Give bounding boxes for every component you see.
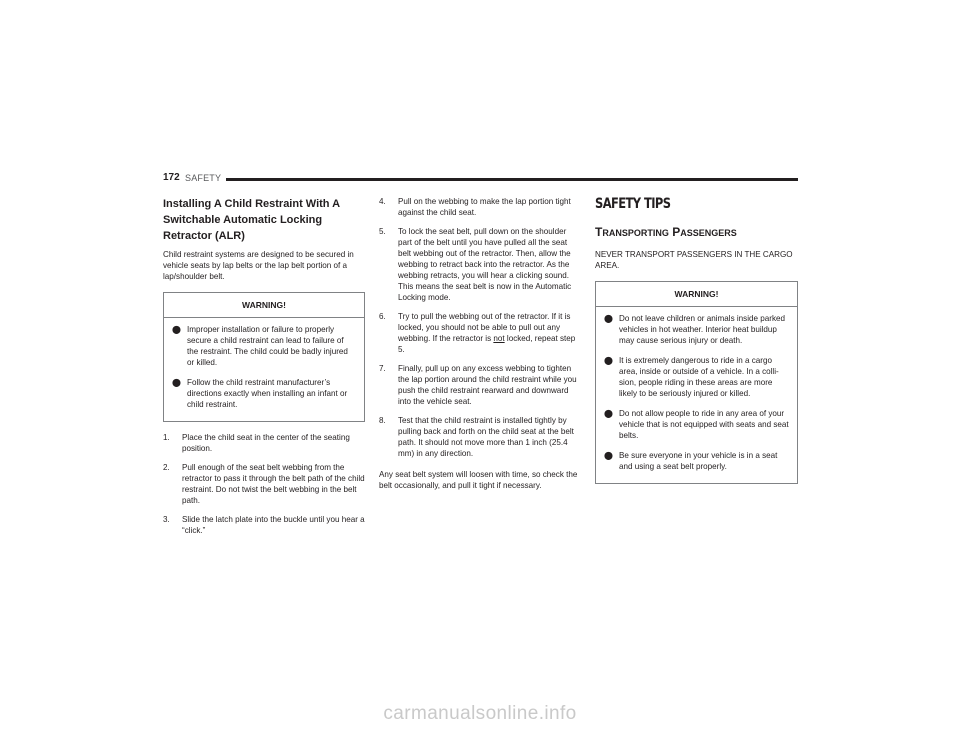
bullet-icon: ⬤: [172, 378, 181, 387]
header-rule: [226, 178, 798, 181]
page-number: 172: [163, 172, 180, 183]
bullet-icon: ⬤: [604, 451, 613, 460]
alr-intro: Child restraint systems are designed to be secured in vehicle seats by lap belts or the lap belt portion of a lap/shoulder belt.: [163, 250, 354, 281]
step-item: 7. Finally, pull up on any excess webbing to tighten the lap portion around the child restraint while you push the child restraint rearward and downward into the vehicle seat.: [379, 364, 577, 406]
left-column: [163, 196, 365, 546]
bullet-icon: ⬤: [604, 409, 613, 418]
warning-title: WARNING!: [596, 282, 797, 307]
transporting-passengers-heading: TRANSPORTING PASSENGERS: [595, 225, 737, 239]
warning-list: [596, 307, 797, 483]
closing-note: Any seat belt system will loosen with time, so check the belt occasionally, and pull it tight if necessary.: [379, 470, 578, 490]
step-item: 8. Test that the child restraint is installed tightly by pulling back and forth on the child seat at the belt path. It should not move more than 1 inch (25.4 mm) in any direction.: [379, 416, 574, 458]
cargo-notice: NEVER TRANSPORT PASSENGERS IN THE CARGO AREA.: [595, 250, 793, 270]
warning-item: ⬤ Do not allow people to ride in any area of your vehicle that is not equipped with seats and seat belts.: [604, 409, 789, 440]
alr-heading: Installing A Child Restraint With A Switchable Automatic Locking Retractor (ALR): [163, 198, 340, 242]
steps-list-2: [379, 196, 581, 459]
step-item: 3. Slide the latch plate into the buckle until you hear a “click.”: [163, 515, 365, 535]
warning-item: ⬤ Be sure everyone in your vehicle is in a seat and using a seat belt properly.: [604, 451, 778, 471]
warning-list: [164, 318, 364, 421]
step-item: 6. Try to pull the webbing out of the retractor. If it is locked, you should not be able to pull out any webbing. If the retractor is not locked, repeat step 5.: [379, 312, 576, 354]
step-item: 1. Place the child seat in the center of the seating position.: [163, 433, 350, 453]
warning-item: ⬤ Follow the child restraint manufacturer’s directions exactly when installing an infant or child restraint.: [172, 378, 348, 409]
step-item: 4. Pull on the webbing to make the lap portion tight against the child seat.: [379, 197, 571, 217]
bullet-icon: ⬤: [172, 325, 181, 334]
bullet-icon: ⬤: [604, 314, 613, 323]
warning-box-installation: [163, 292, 365, 422]
page-header: [163, 172, 798, 186]
step-item: 2. Pull enough of the seat belt webbing from the retractor to pass it through the belt path of the child restraint. Do not twist the belt webbing in the belt path.: [163, 463, 365, 505]
step-item: 5. To lock the seat belt, pull down on the shoulder part of the belt until you have pulled all the seat belt webbing out of the retractor. Then, allow the webbing to retract back into the retractor. As the webbing retracts, you will hear a clicking sound. This means the seat belt is now in the Automatic Locking mode.: [379, 227, 572, 302]
emphasis-not: not: [493, 334, 505, 343]
warning-title: WARNING!: [164, 293, 364, 318]
warning-box-passengers: [595, 281, 798, 484]
section-name: SAFETY: [185, 173, 222, 183]
middle-column: [379, 196, 581, 501]
steps-list-1: [163, 432, 365, 536]
warning-item: ⬤ Improper installation or failure to properly secure a child restraint can lead to failure of the restraint. The child could be badly injured or killed.: [172, 325, 348, 367]
warning-item: ⬤ It is extremely dangerous to ride in a cargo area, inside or outside of a vehicle. In a colli-sion, people riding in these areas are more likely to be seriously injured or killed.: [604, 356, 779, 398]
watermark: carmanualsonline.info: [383, 703, 577, 724]
right-column: [595, 196, 798, 494]
bullet-icon: ⬤: [604, 356, 613, 365]
safety-tips-heading: SAFETY TIPS: [595, 196, 671, 212]
warning-item: ⬤ Do not leave children or animals inside parked vehicles in hot weather. Interior heat buildup may cause serious injury or death.: [604, 314, 786, 345]
